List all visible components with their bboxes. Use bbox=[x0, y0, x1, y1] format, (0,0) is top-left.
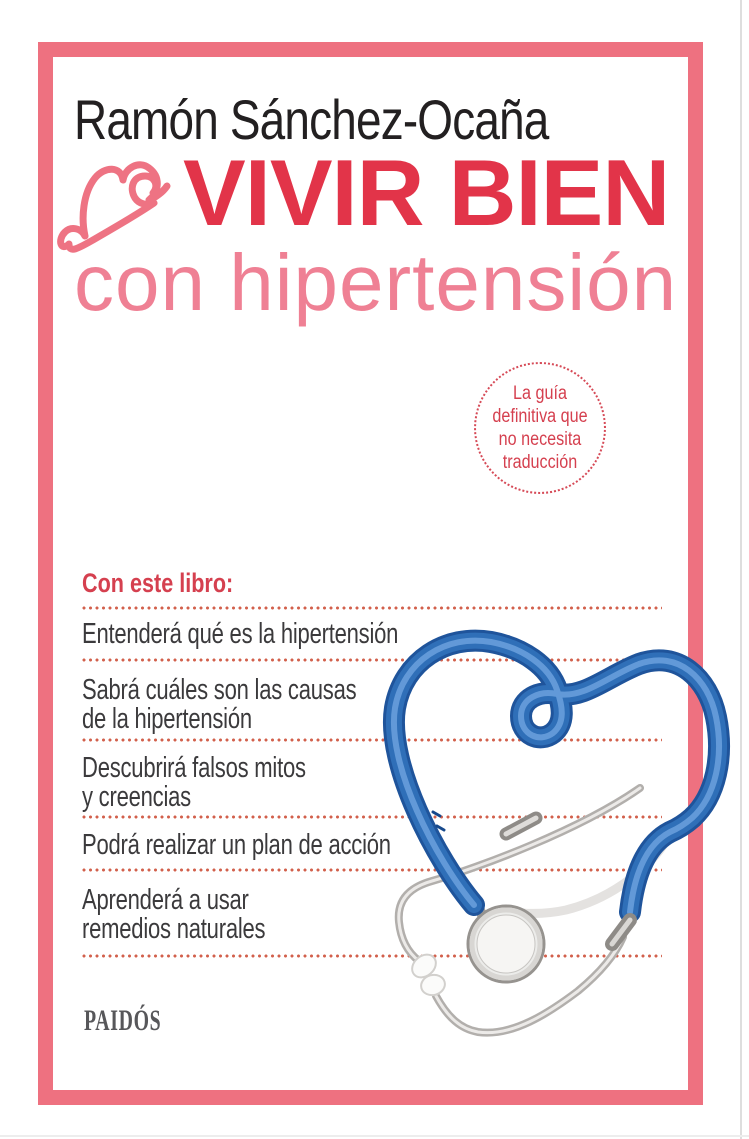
badge-text: La guía definitiva que no necesita traducción bbox=[492, 382, 588, 474]
list-item: Podrá realizar un plan de acción bbox=[82, 829, 391, 861]
list-item: Aprenderá a usar remedios naturales bbox=[82, 884, 266, 945]
dotted-divider bbox=[82, 658, 662, 662]
cover-edge-shadow bbox=[740, 0, 742, 1139]
badge-circle bbox=[474, 362, 606, 494]
dotted-divider bbox=[82, 606, 662, 610]
author-name: Ramón Sánchez-Ocaña bbox=[74, 88, 549, 151]
list-item: Descubrirá falsos mitos y creencias bbox=[82, 752, 306, 813]
section-heading: Con este libro: bbox=[82, 568, 234, 598]
dotted-divider bbox=[82, 954, 662, 958]
list-item: Entenderá qué es la hipertensión bbox=[82, 618, 399, 650]
list-item: Sabrá cuáles son las causas de la hipertensión bbox=[82, 674, 357, 735]
dotted-divider bbox=[82, 738, 662, 742]
book-subtitle: con hipertensión bbox=[74, 238, 678, 327]
cover-edge-shadow-bottom bbox=[0, 1135, 749, 1137]
book-title: VIVIR BIEN bbox=[183, 140, 670, 245]
dotted-divider bbox=[82, 815, 662, 819]
publisher-logo: PAIDÓS bbox=[84, 1004, 162, 1037]
dotted-divider bbox=[82, 868, 662, 872]
